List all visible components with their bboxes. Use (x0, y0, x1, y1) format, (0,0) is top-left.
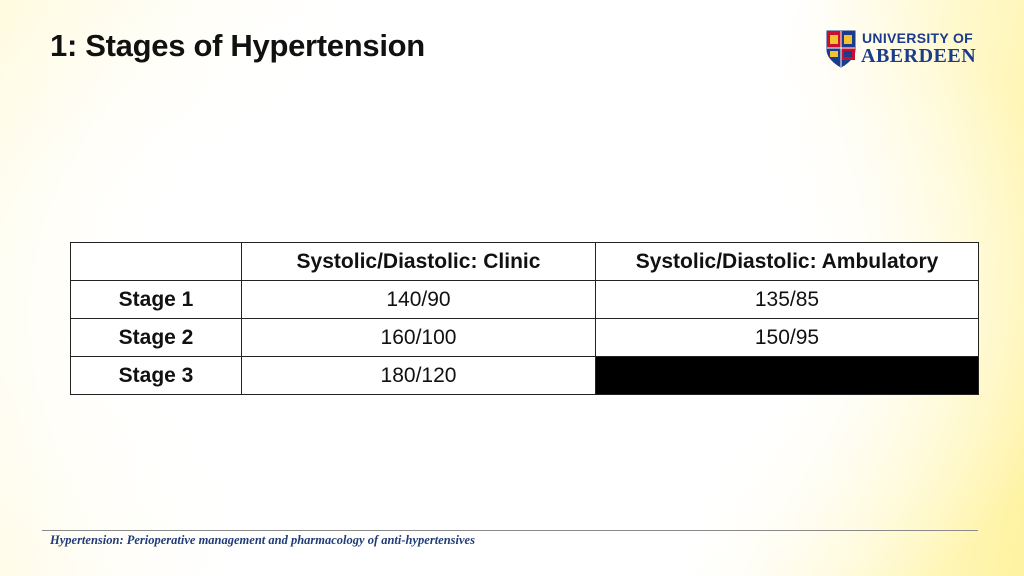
header-cell-blank (71, 243, 242, 281)
table-row (71, 281, 979, 319)
table-row (71, 357, 979, 395)
slide-title: 1: Stages of Hypertension (50, 28, 425, 63)
logo-line-2: ABERDEEN (861, 45, 977, 67)
ambulatory-value: 150/95 (596, 319, 979, 357)
table-header-row (71, 243, 979, 281)
header-cell-clinic: Systolic/Diastolic: Clinic (242, 243, 596, 281)
ambulatory-value-redacted (596, 357, 979, 395)
logo-line-1: UNIVERSITY OF (862, 30, 973, 46)
clinic-value: 180/120 (242, 357, 596, 395)
table-row (71, 319, 979, 357)
hypertension-stages-table (70, 242, 979, 395)
footer-caption: Hypertension: Perioperative management and pharmacology of anti-hypertensives (50, 533, 475, 547)
header-cell-ambulatory: Systolic/Diastolic: Ambulatory (596, 243, 979, 281)
row-label: Stage 1 (71, 281, 242, 319)
row-label: Stage 2 (71, 319, 242, 357)
ambulatory-value: 135/85 (596, 281, 979, 319)
row-label: Stage 3 (71, 357, 242, 395)
clinic-value: 160/100 (242, 319, 596, 357)
footer-divider (42, 530, 978, 531)
clinic-value: 140/90 (242, 281, 596, 319)
crest-icon (826, 30, 856, 68)
university-logo (826, 30, 980, 70)
